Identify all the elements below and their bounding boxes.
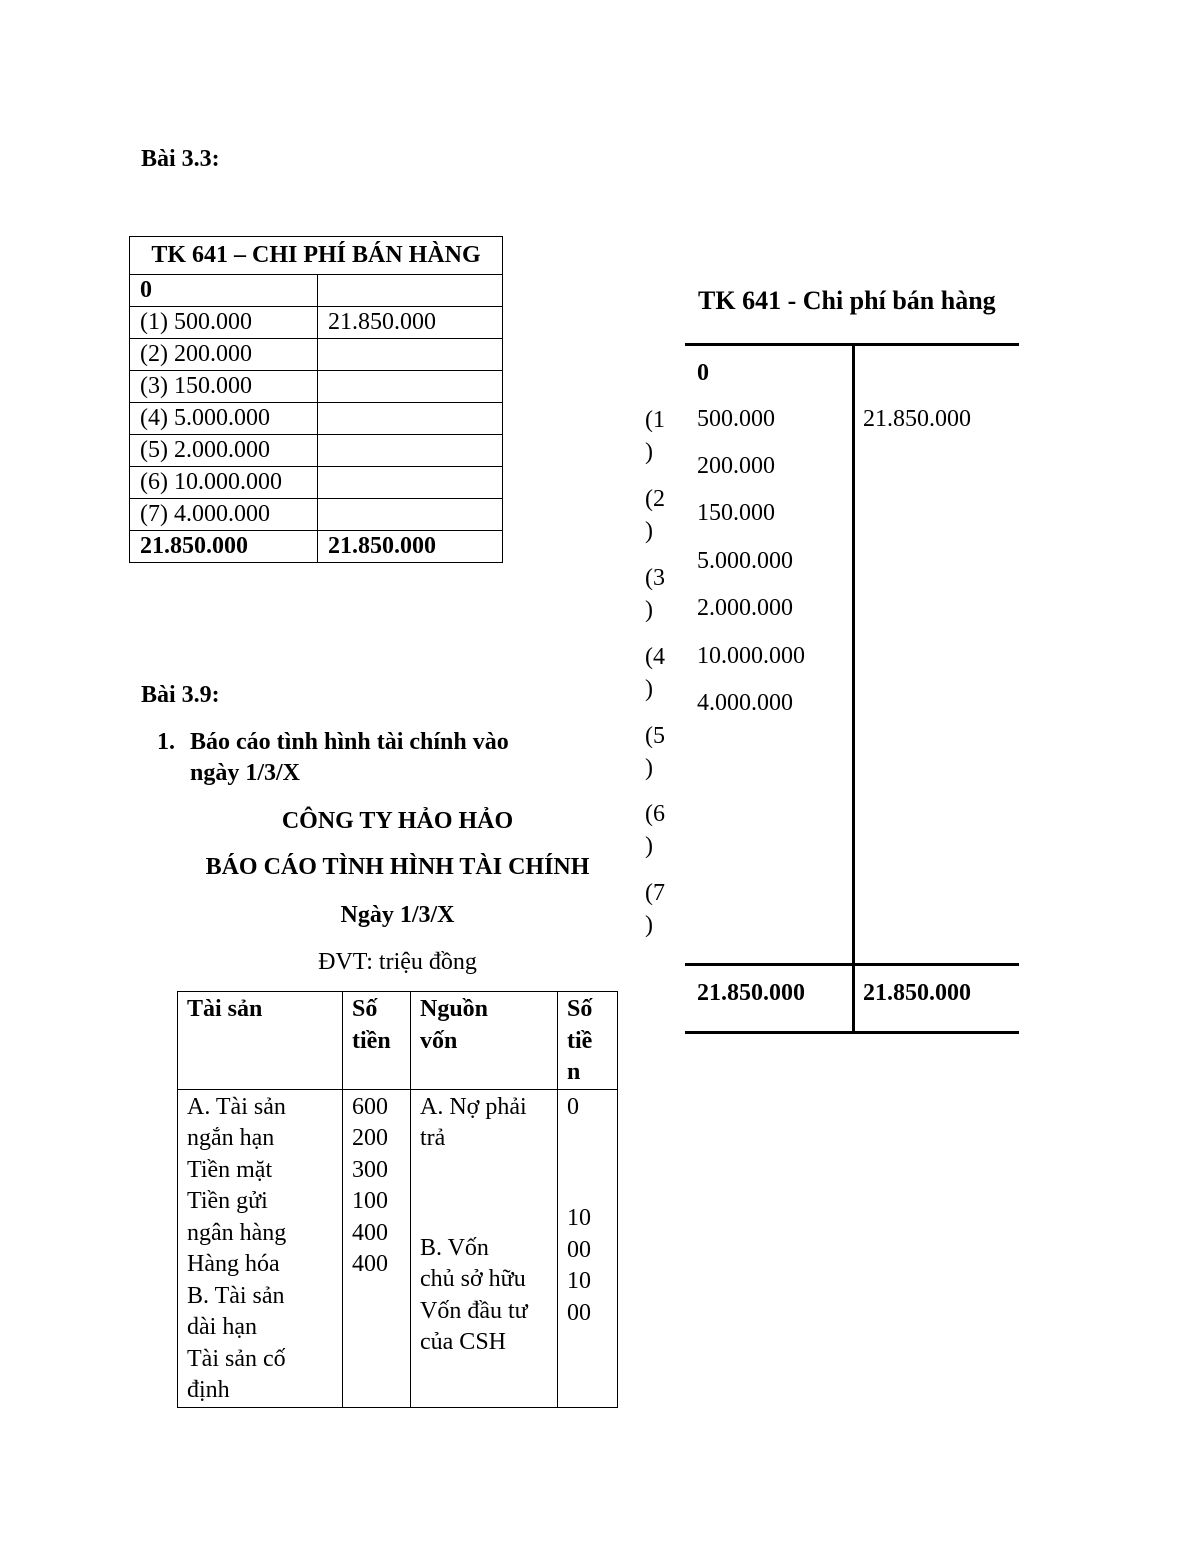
t-account-label: (6 — [645, 801, 665, 827]
tk641-total-credit: 21.850.000 — [318, 531, 503, 563]
tk641-debit-row: (6) 10.000.000 — [130, 467, 318, 499]
t-account-label: (2 — [645, 486, 665, 512]
t-account-vertical-line — [852, 343, 855, 1033]
tk641-debit-row: (4) 5.000.000 — [130, 403, 318, 435]
header-sources: Nguồn vốn — [411, 992, 558, 1090]
t-account-debit-value: 2.000.000 — [697, 595, 793, 621]
t-account-debit-value: 5.000.000 — [697, 548, 793, 574]
tk641-table-title: TK 641 – CHI PHÍ BÁN HÀNG — [130, 237, 503, 275]
t-account-label: ) — [645, 755, 653, 781]
asset-amounts-cell: 600 200 300 100 400 400 — [343, 1089, 411, 1407]
t-account-label: (1 — [645, 407, 665, 433]
tk641-total-debit: 21.850.000 — [130, 531, 318, 563]
list-item-text-line1: Báo cáo tình hình tài chính vào — [190, 729, 509, 755]
tk641-debit-row: (1) 500.000 — [130, 307, 318, 339]
exercise-3-3-heading: Bài 3.3: — [141, 146, 220, 172]
tk641-debit-row: (2) 200.000 — [130, 339, 318, 371]
company-name: CÔNG TY HẢO HẢO — [281, 808, 514, 834]
t-account-label: (5 — [645, 723, 665, 749]
tk641-debit-row: (3) 150.000 — [130, 371, 318, 403]
list-item-text-line2: ngày 1/3/X — [190, 760, 301, 786]
sources-cell: A. Nợ phải trả B. Vốn chủ sở hữu Vốn đầu tư của CSH — [411, 1089, 558, 1407]
t-account-label: ) — [645, 518, 653, 544]
t-account-debit-value: 200.000 — [697, 453, 775, 479]
t-account-label: (3 — [645, 565, 665, 591]
tk641-table — [129, 236, 503, 563]
balance-sheet-table — [177, 991, 618, 1408]
t-account-debit-value: 4.000.000 — [697, 690, 793, 716]
t-account-title: TK 641 - Chi phí bán hàng — [698, 286, 996, 315]
report-unit: ĐVT: triệu đồng — [318, 949, 477, 975]
report-title: BÁO CÁO TÌNH HÌNH TÀI CHÍNH — [205, 854, 590, 880]
t-account-total-credit: 21.850.000 — [863, 980, 971, 1006]
list-item-number: 1. — [157, 729, 175, 755]
t-account-debit-value: 10.000.000 — [697, 643, 805, 669]
t-account-bottom-line — [685, 1031, 1019, 1034]
tk641-credit-row: 21.850.000 — [318, 307, 503, 339]
header-source-amount: Số tiề n — [558, 992, 618, 1090]
header-amount: Số tiền — [343, 992, 411, 1090]
t-account-label: ) — [645, 597, 653, 623]
t-account-debit-value: 150.000 — [697, 500, 775, 526]
exercise-3-9-heading: Bài 3.9: — [141, 682, 220, 708]
report-date: Ngày 1/3/X — [340, 902, 455, 928]
t-account-label: ) — [645, 912, 653, 938]
t-account-label: (7 — [645, 880, 665, 906]
t-account-label: ) — [645, 439, 653, 465]
header-assets: Tài sản — [178, 992, 343, 1090]
t-account-label: (4 — [645, 644, 665, 670]
t-account-total-debit: 21.850.000 — [697, 980, 805, 1006]
t-account-label: ) — [645, 833, 653, 859]
tk641-empty-cell — [318, 275, 503, 307]
t-account-total-line — [685, 963, 1019, 966]
tk641-debit-row: (7) 4.000.000 — [130, 499, 318, 531]
t-account-credit-value: 21.850.000 — [863, 406, 971, 432]
tk641-debit-row: (5) 2.000.000 — [130, 435, 318, 467]
t-account-label: ) — [645, 676, 653, 702]
t-account-opening: 0 — [697, 360, 709, 386]
assets-cell: A. Tài sản ngắn hạn Tiền mặt Tiền gửi ngân hàng Hàng hóa B. Tài sản dài hạn Tài sản cố định — [178, 1089, 343, 1407]
source-amounts-cell: 0 10 00 10 00 — [558, 1089, 618, 1407]
tk641-opening: 0 — [130, 275, 318, 307]
t-account-debit-value: 500.000 — [697, 406, 775, 432]
